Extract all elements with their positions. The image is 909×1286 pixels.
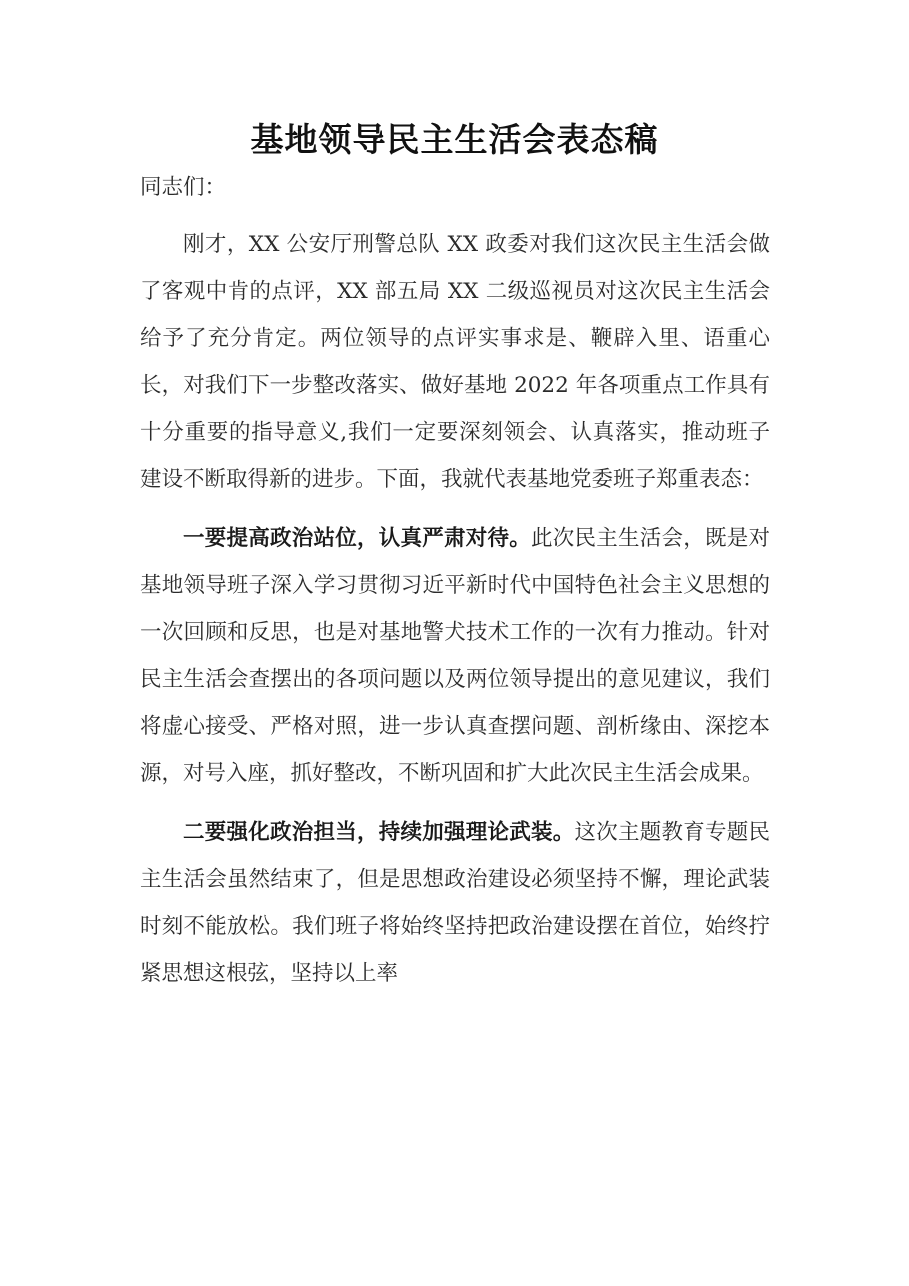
salutation: 同志们： [140,175,227,200]
paragraph-2-lead: 一要提高政治站位，认真严肃对待。 [183,526,531,551]
paragraph-3-text: 这次主题教育专题民主生活会虽然结束了，但是思想政治建设必须坚持不懈，理论武装时刻不能放松。我们班子将始终坚持把政治建设摆在首位，始终拧紧思想这根弦，坚持以上率 [140,820,770,986]
paragraph-3 [140,809,770,997]
paragraph-2 [140,515,770,797]
document-body [140,164,770,997]
paragraph-2-text: 此次民主生活会，既是对基地领导班子深入学习贯彻习近平新时代中国特色社会主义思想的一次回顾和反思，也是对基地警犬技术工作的一次有力推动。针对民主生活会查摆出的各项问题以及两位领导提出的意见建议，我们将虚心接受、严格对照，进一步认真查摆问题、剖析缘由、深挖本源，对号入座，抓好整改，不断巩固和扩大此次民主生活会成果。 [140,526,770,786]
document-title: 基地领导民主生活会表态稿 [250,120,659,159]
paragraph-1-text: 刚才，XX 公安厅刑警总队 XX 政委对我们这次民主生活会做了客观中肯的点评，XX 部五局 XX 二级巡视员对这次民主生活会给予了充分肯定。两位领导的点评实事求是、鞭辟入里、语重心长，对我们下一步整改落实、做好基地 2022 年各项重点工作具有十分重要的指导意义,我们一定要深刻领会、认真落实，推动班子建设不断取得新的进步。下面，我就代表基地党委班子郑重表态： [140,232,770,492]
paragraph-3-lead: 二要强化政治担当，持续加强理论武装。 [183,820,575,845]
paragraph-1 [140,221,770,503]
